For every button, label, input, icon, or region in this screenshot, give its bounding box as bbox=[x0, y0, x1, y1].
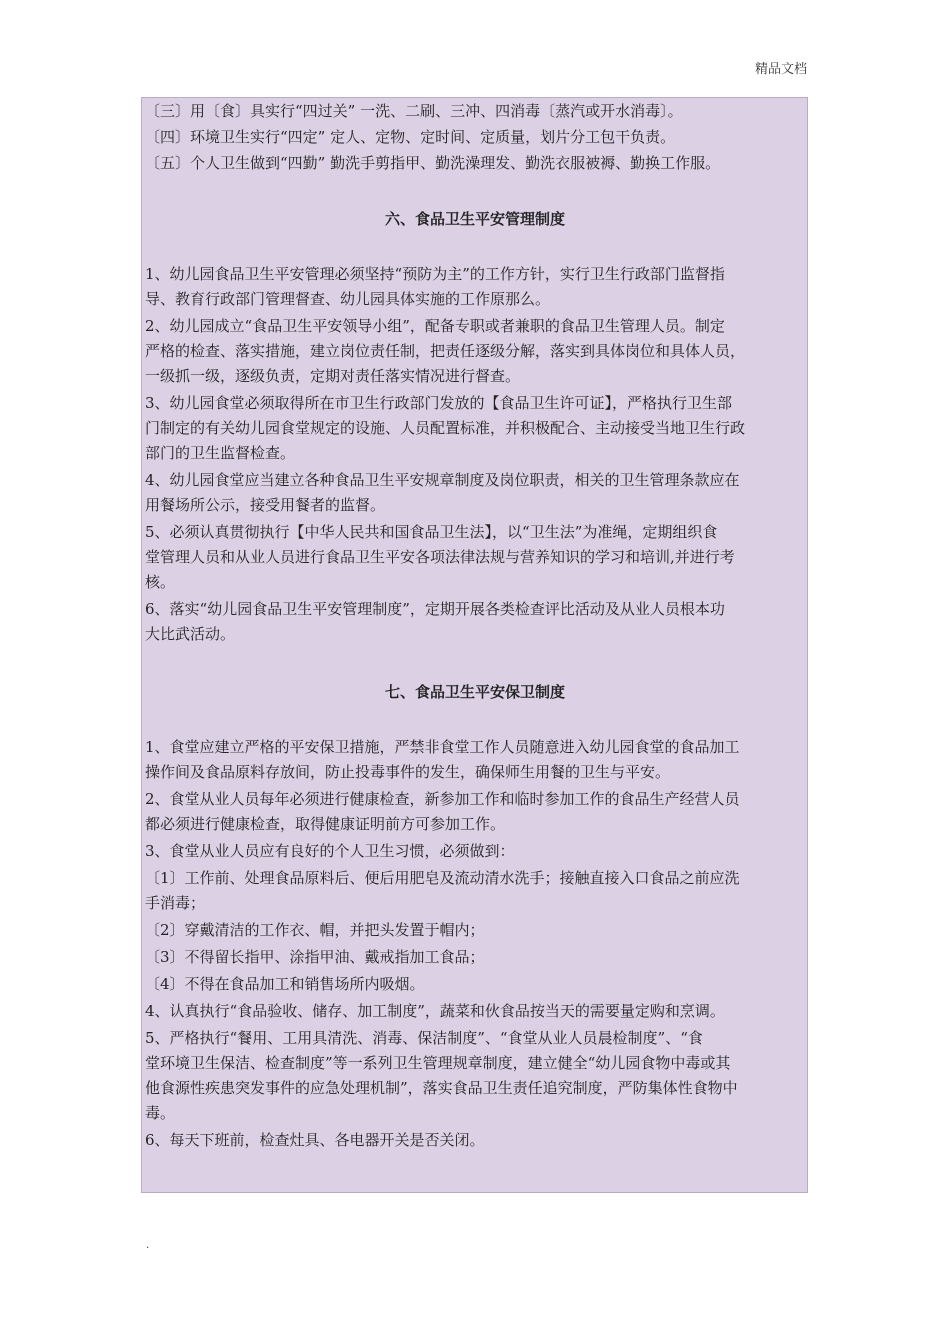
paragraph-line: 用餐场所公示，接受用餐者的监督。 bbox=[145, 496, 386, 514]
paragraph bbox=[145, 735, 805, 785]
rule-item: 〔五〕个人卫生做到“四勤” 勤洗手剪指甲、勤洗澡理发、勤洗衣服被褥、勤换工作服。 bbox=[145, 154, 721, 172]
paragraph-line: 2、幼儿园成立“食品卫生平安领导小组”，配备专职或者兼职的食品卫生管理人员。制定 bbox=[145, 317, 725, 335]
paragraph-line: 堂管理人员和从业人员进行食品卫生平安各项法律法规与营养知识的学习和培训,并进行考 bbox=[145, 548, 735, 566]
paragraph-line: 6、落实“幼儿园食品卫生平安管理制度”，定期开展各类检查评比活动及从业人员根本功 bbox=[145, 600, 725, 618]
paragraph bbox=[145, 787, 805, 837]
paragraph bbox=[145, 468, 805, 518]
paragraph bbox=[145, 597, 805, 647]
rule-item: 〔三〕用〔食〕具实行“四过关” 一洗、二刷、三冲、四消毒〔蒸汽或开水消毒〕。 bbox=[145, 102, 683, 120]
paragraph-line: 门制定的有关幼儿园食堂规定的设施、人员配置标准，并积极配合、主动接受当地卫生行政 bbox=[145, 419, 746, 437]
rule-item: 〔四〕环境卫生实行“四定” 定人、定物、定时间、定质量，划片分工包干负责。 bbox=[145, 128, 676, 146]
paragraph-line: 一级抓一级，逐级负责，定期对责任落实情况进行督查。 bbox=[145, 367, 521, 385]
paragraph-line: 〔2〕穿戴清洁的工作衣、帽，并把头发置于帽内； bbox=[145, 921, 485, 939]
hygiene-rules-list bbox=[145, 98, 805, 176]
paragraph bbox=[145, 972, 805, 997]
paragraph-line: 大比武活动。 bbox=[145, 625, 236, 643]
paragraph-line: 6、每天下班前，检查灶具、各电器开关是否关闭。 bbox=[145, 1131, 485, 1149]
paragraph-line: 3、食堂从业人员应有良好的个人卫生习惯，必须做到： bbox=[145, 842, 515, 860]
paragraph-line: 堂环境卫生保洁、检查制度”等一系列卫生管理规章制度，建立健全“幼儿园食物中毒或其 bbox=[145, 1054, 731, 1072]
footer-mark: . bbox=[146, 1240, 150, 1251]
paragraph-line: 核。 bbox=[145, 573, 176, 591]
paragraph-line: 1、幼儿园食品卫生平安管理必须坚持“预防为主”的工作方针，实行卫生行政部门监督指 bbox=[145, 265, 725, 283]
paragraph bbox=[145, 999, 805, 1024]
paragraph-line: 毒。 bbox=[145, 1104, 176, 1122]
paragraph-line: 部门的卫生监督检查。 bbox=[145, 444, 296, 462]
paragraph-line: 〔1〕工作前、处理食品原料后、便后用肥皂及流动清水洗手；接触直接入口食品之前应洗 bbox=[145, 869, 740, 887]
paragraph-line: 导、教育行政部门管理督查、幼儿园具体实施的工作原那么。 bbox=[145, 290, 551, 308]
section-6-body bbox=[145, 262, 805, 647]
paragraph bbox=[145, 945, 805, 970]
paragraph-line: 5、必须认真贯彻执行【中华人民共和国食品卫生法】，以“卫生法”为准绳，定期组织食 bbox=[145, 523, 718, 541]
document-content-panel bbox=[141, 97, 808, 1193]
paragraph-line: 〔3〕不得留长指甲、涂指甲油、戴戒指加工食品； bbox=[145, 948, 485, 966]
paragraph-line: 1、食堂应建立严格的平安保卫措施，严禁非食堂工作人员随意进入幼儿园食堂的食品加工 bbox=[145, 738, 740, 756]
paragraph bbox=[145, 314, 805, 389]
paragraph bbox=[145, 1026, 805, 1126]
paragraph-line: 都必须进行健康检查，取得健康证明前方可参加工作。 bbox=[145, 815, 506, 833]
paragraph-line: 手消毒； bbox=[145, 894, 206, 912]
paragraph-line: 3、幼儿园食堂必须取得所在市卫生行政部门发放的【食品卫生许可证】，严格执行卫生部 bbox=[145, 394, 733, 412]
paragraph bbox=[145, 391, 805, 466]
paragraph bbox=[145, 262, 805, 312]
paragraph-line: 严格的检查、落实措施，建立岗位责任制，把责任逐级分解，落实到具体岗位和具体人员， bbox=[145, 342, 746, 360]
paragraph bbox=[145, 839, 805, 864]
section-7-title: 七、食品卫生平安保卫制度 bbox=[384, 683, 565, 701]
paragraph-line: 2、食堂从业人员每年必须进行健康检查，新参加工作和临时参加工作的食品生产经营人员 bbox=[145, 790, 740, 808]
page-header-label: 精品文档 bbox=[754, 62, 807, 77]
paragraph-line: 操作间及食品原料存放间，防止投毒事件的发生，确保师生用餐的卫生与平安。 bbox=[145, 763, 671, 781]
paragraph-line: 他食源性疾患突发事件的应急处理机制”，落实食品卫生责任追究制度，严防集体性食物中 bbox=[145, 1079, 738, 1097]
paragraph bbox=[145, 1128, 805, 1153]
paragraph-line: 4、认真执行“食品验收、储存、加工制度”，蔬菜和伙食品按当天的需要量定购和烹调。 bbox=[145, 1002, 725, 1020]
paragraph-line: 〔4〕不得在食品加工和销售场所内吸烟。 bbox=[145, 975, 425, 993]
paragraph-line: 4、幼儿园食堂应当建立各种食品卫生平安规章制度及岗位职责，相关的卫生管理条款应在 bbox=[145, 471, 740, 489]
paragraph bbox=[145, 520, 805, 595]
paragraph bbox=[145, 866, 805, 916]
section-7-body bbox=[145, 735, 805, 1153]
section-6-title: 六、食品卫生平安管理制度 bbox=[384, 210, 565, 228]
paragraph-line: 5、严格执行“餐用、工用具清洗、消毒、保洁制度”、“食堂从业人员晨检制度”、“食 bbox=[145, 1029, 703, 1047]
paragraph bbox=[145, 918, 805, 943]
